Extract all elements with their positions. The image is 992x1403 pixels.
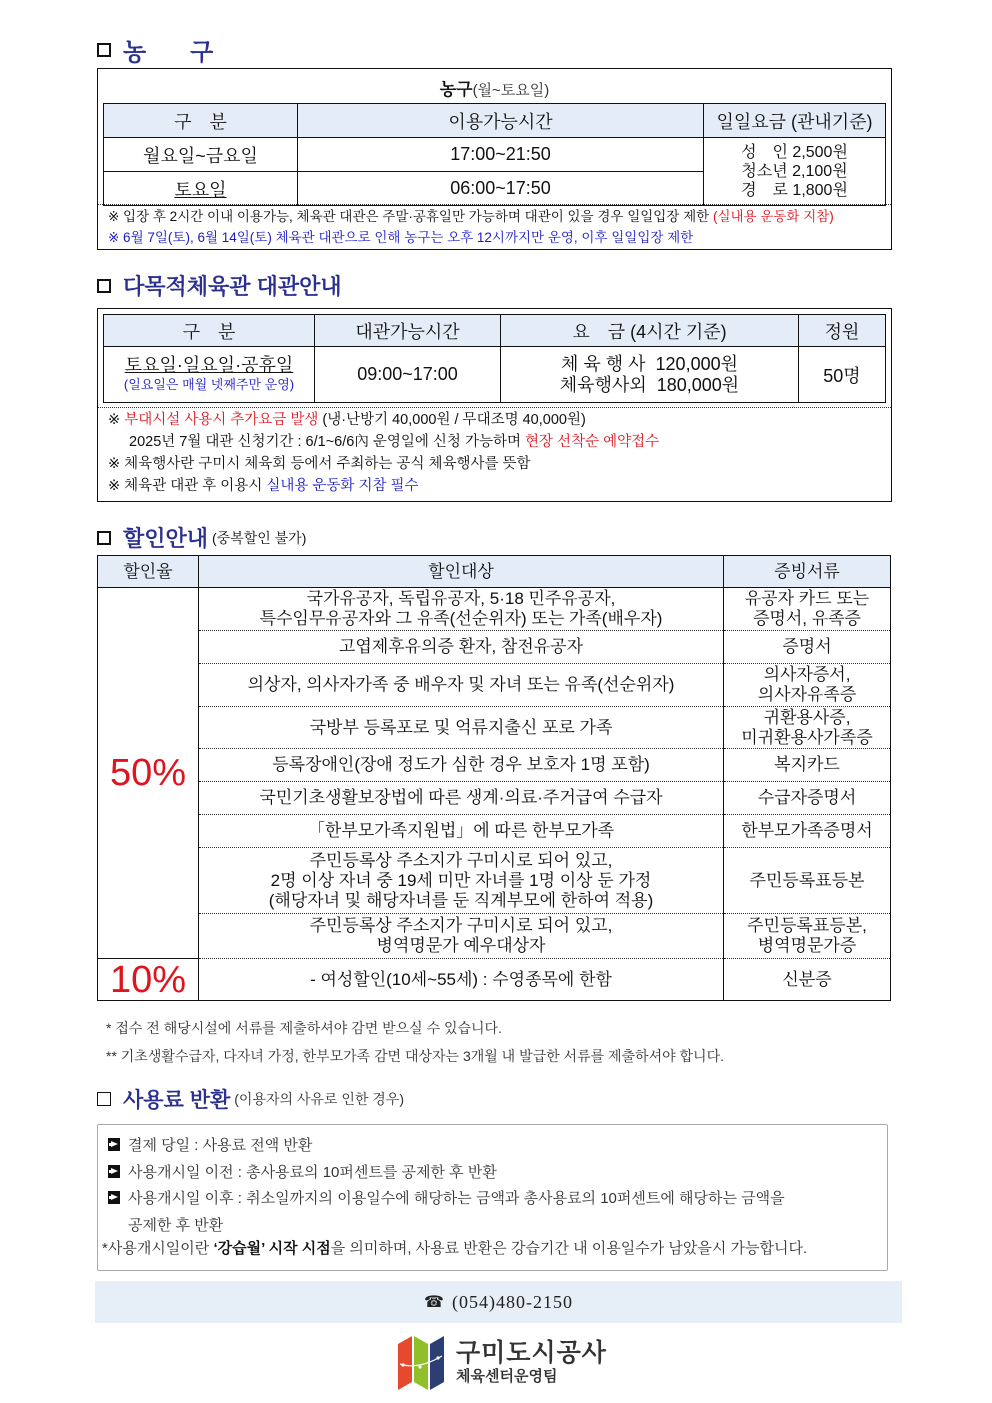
table-row: 국민기초생활보장법에 따른 생계·의료·주거급여 수급자 수급자증명서	[98, 782, 891, 815]
gym-table: 구 분 대관가능시간 요 금 (4시간 기준) 정원 토요일·일요일·공휴일 (일요일은 매월 넷째주만 운영) 09:00~17:00 체 육 행 사 120,000원 체육행사외 180,000원 50명	[103, 314, 886, 403]
gumi-logo-icon	[398, 1336, 446, 1390]
table-row: 주민등록상 주소지가 구미시로 되어 있고, 병역명문가 예우대상자 주민등록표등본, 병역명문가증	[98, 914, 891, 959]
rate-10: 10%	[98, 959, 199, 1001]
refund-item: 사용개시일 이전 : 총사용료의 10퍼센트를 공제한 후 반환	[108, 1160, 785, 1187]
team-name: 체육센터운영팀	[456, 1368, 558, 1385]
table-row: 국방부 등록포로 및 억류지출신 포로 가족 귀환용사증, 미귀환용사가족증	[98, 707, 891, 749]
table-row: 고엽제후유의증 환자, 참전유공자 증명서	[98, 631, 891, 664]
header-fee: 일일요금 (관내기준)	[704, 104, 886, 138]
refund-note: *사용개시일이란 ‘강습월’ 시작 시점을 의미하며, 사용료 반환은 강습기간 내 이용일수가 남았을시 가능합니다.	[102, 1240, 808, 1257]
checkbox-square-icon	[97, 43, 111, 57]
discount-footnotes: * 접수 전 해당시설에 서류를 제출하셔야 감면 받으실 수 있습니다. ** 기초생활수급자, 다자녀 가정, 한부모가족 감면 대상자는 3개월 내 발급한 서류를 제출하셔야 합니다.	[106, 1020, 724, 1064]
basketball-section-title: 농 구	[97, 32, 223, 67]
table-row: 50% 국가유공자, 독립유공자, 5·18 민주유공자, 특수임무유공자와 그 유족(선순위자) 또는 가족(배우자) 유공자 카드 또는 증명서, 유족증	[98, 588, 891, 631]
table-row: 토요일 06:00~17:50	[104, 172, 886, 206]
refund-item: 결제 당일 : 사용료 전액 반환	[108, 1133, 785, 1160]
org-logo	[398, 1336, 607, 1390]
basketball-notes: ※ 입장 후 2시간 이내 이용가능, 체육관 대관은 주말·공휴일만 가능하며 대관이 있을 경우 일일입장 제한 (실내용 운동화 지참) ※ 6월 7일(토), 6월 14일(토) 체육관 대관으로 인해 농구는 오후 12시까지만 운영, 이후 일일입장 제한	[108, 209, 834, 245]
table-row: 의상자, 의사자가족 중 배우자 및 자녀 또는 유족(선순위자) 의사자증서, 의사자유족증	[98, 664, 891, 707]
basketball-table-title: 농구(월~토요일)	[439, 80, 550, 99]
arrow-bullet-icon	[108, 1191, 120, 1204]
checkbox-square-icon	[97, 1092, 111, 1106]
arrow-bullet-icon	[108, 1165, 120, 1178]
gym-box	[97, 308, 892, 502]
checkbox-square-icon	[97, 531, 111, 545]
rate-50: 50%	[98, 588, 199, 959]
table-row: 월요일~금요일 17:00~21:50 성 인 2,500원 청소년 2,100원 경 로 1,800원	[104, 138, 886, 172]
gym-notes: ※ 부대시설 사용시 추가요금 발생 (냉·난방기 40,000원 / 무대조명 40,000원) 2025년 7월 대관 신청기간 : 6/1~6/6內 운영일에 신청 가능하며 현장 선착순 예약접수 ※ 체육행사란 구미시 체육회 등에서 주최하는 공식 체육행사를 뜻함 ※ 체육관 대관 후 이용시 실내용 운동화 지참 필수	[108, 412, 660, 494]
table-row: 주민등록상 주소지가 구미시로 되어 있고, 2명 이상 자녀 중 19세 미만 자녀를 1명 이상 둔 가정 (해당자녀 및 해당자녀를 둔 직계부모에 한하여 적용) 주민등록표등본	[98, 848, 891, 914]
refund-section-title: 사용료 반환 (이용자의 사유로 인한 경우)	[97, 1084, 404, 1114]
arrow-bullet-icon	[108, 1138, 120, 1151]
header-category: 구 분	[104, 104, 298, 138]
table-row: 토요일·일요일·공휴일 (일요일은 매월 넷째주만 운영) 09:00~17:00 체 육 행 사 120,000원 체육행사외 180,000원 50명	[104, 347, 886, 403]
checkbox-square-icon	[97, 279, 111, 293]
phone-bar	[95, 1281, 902, 1323]
phone-number[interactable]: (054)480-2150	[451, 1291, 573, 1312]
phone-icon: ☎	[424, 1294, 444, 1311]
basketball-table	[103, 103, 886, 206]
fee-cell: 성 인 2,500원 청소년 2,100원 경 로 1,800원	[704, 138, 886, 206]
refund-box: 결제 당일 : 사용료 전액 반환 사용개시일 이전 : 총사용료의 10퍼센트를 공제한 후 반환 사용개시일 이후 : 취소일까지의 이용일수에 해당하는 금액과 총사용료의 10퍼센트에 해당하는 금액을 공제한 후 반환 *사용개시일이란 ‘강습월’ 시작 시점을 의미하며, 사용료 반환은 강습기간 내 이용일수가 남았을시 가능합니다.	[97, 1124, 888, 1271]
discount-table: 할인율 할인대상 증빙서류 50% 국가유공자, 독립유공자, 5·18 민주유공자, 특수임무유공자와 그 유족(선순위자) 또는 가족(배우자) 유공자 카드 또는 증명서, 유족증 고엽제후유의증 환자, 참전유공자 증명서 의상자, 의사자가족 중 배우자 및 자녀 또는 유족(선순위자) 의사자증서, 의사자유족증 국방부 등록포로 및 억류지출신 포로 가족 귀환용사증, 미귀환용사가족증 등록장애인(장애 정도가 심한 경우 보호자 1명 포함) 복지카드 국민기초생활보장법에 따른 생계·의료·주거급여 수급자 수급자증명서 「한부모가족지원법」에 따른 한부모가족 한부모가족증명서 주민등록상 주소지가 구미시로 되어 있고, 2명 이상 자녀 중 19세 미만 자녀를 1명 이상 둔 가정 (해당자녀 및 해당자녀를 둔 직계부모에 한하여 적용) 주민등록표등본 주민등록상 주소지가 구미시로 되어 있고, 병역명문가 예우대상자 주민등록표등본, 병역명문가증 10% - 여성할인(10세~55세) : 수영종목에 한함 신분증	[97, 555, 891, 1001]
header-hours: 이용가능시간	[298, 104, 704, 138]
table-row: 10% - 여성할인(10세~55세) : 수영종목에 한함 신분증	[98, 959, 891, 1001]
gym-section-title: 다목적체육관 대관안내	[97, 270, 342, 301]
discount-section-title: 할인안내 (중복할인 불가)	[97, 522, 306, 553]
table-row: 「한부모가족지원법」에 따른 한부모가족 한부모가족증명서	[98, 815, 891, 848]
refund-item: 사용개시일 이후 : 취소일까지의 이용일수에 해당하는 금액과 총사용료의 10퍼센트에 해당하는 금액을	[108, 1186, 785, 1213]
org-name: 구미도시공사	[456, 1339, 607, 1367]
basketball-box	[97, 68, 892, 250]
table-row: 등록장애인(장애 정도가 심한 경우 보호자 1명 포함) 복지카드	[98, 749, 891, 782]
